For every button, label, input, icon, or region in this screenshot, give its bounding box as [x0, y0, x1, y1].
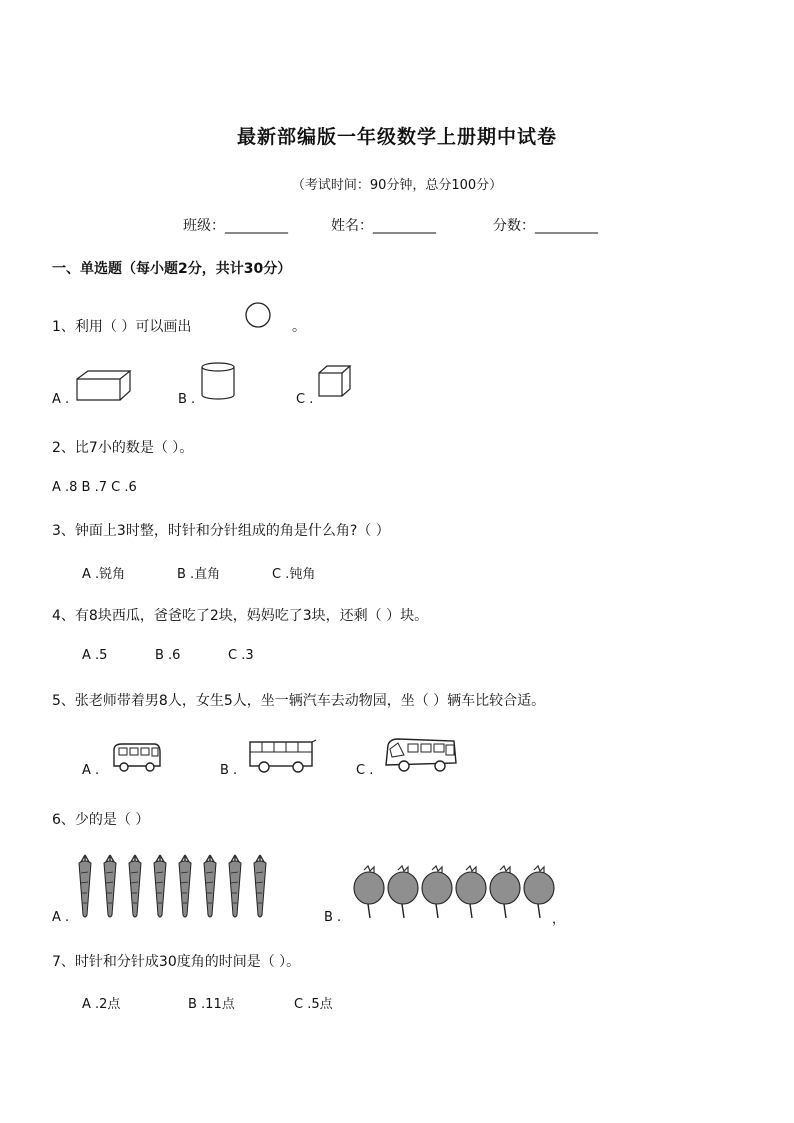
q5-option-b[interactable]: B .	[220, 763, 238, 778]
q4-stem: 4、有8块西瓜，爸爸吃了2块，妈妈吃了3块，还剩（ ）块。	[52, 608, 429, 624]
q2-stem: 2、比7小的数是（ ）。	[52, 440, 194, 456]
cylinder-icon	[200, 362, 236, 402]
coach-icon	[384, 737, 460, 775]
q3-option-a[interactable]: A .锐角	[82, 567, 126, 582]
cube-icon	[318, 365, 352, 399]
q1-stem: 1、利用（ ）可以画出	[52, 319, 192, 335]
q6-option-b[interactable]: B .	[324, 910, 342, 925]
score-field[interactable]: 分数：_________	[493, 218, 598, 234]
q6-stem: 6、少的是（ ）	[52, 812, 150, 828]
q7-option-c[interactable]: C .5点	[294, 997, 333, 1012]
q3-option-c[interactable]: C .钝角	[272, 567, 316, 582]
q3-option-b[interactable]: B .直角	[177, 567, 221, 582]
q1-stem-end: 。	[292, 319, 306, 335]
q5-stem: 5、张老师带着男8人，女生5人，坐一辆汽车去动物园，坐（ ）辆车比较合适。	[52, 693, 546, 709]
carrots-image	[76, 853, 276, 923]
q1-option-b[interactable]: B .	[178, 392, 196, 407]
q5-option-a[interactable]: A .	[82, 763, 100, 778]
bus-icon	[248, 738, 318, 774]
q7-option-a[interactable]: A .2点	[82, 997, 121, 1012]
q1-option-a[interactable]: A .	[52, 392, 70, 407]
q1-option-c[interactable]: C .	[296, 392, 314, 407]
minibus-icon	[110, 742, 162, 774]
q3-stem: 3、钟面上3时整，时针和分针组成的角是什么角?（ ）	[52, 523, 390, 539]
q6-option-a[interactable]: A .	[52, 910, 70, 925]
exam-subtitle: （考试时间：90分钟，总分100分）	[291, 178, 503, 193]
section-heading: 一、单选题（每小题2分，共计30分）	[52, 261, 292, 277]
q5-option-c[interactable]: C .	[356, 763, 374, 778]
q7-option-b[interactable]: B .11点	[188, 997, 235, 1012]
q4-option-a[interactable]: A .5	[82, 648, 108, 663]
cuboid-icon	[76, 369, 132, 403]
circle-figure	[244, 302, 274, 328]
class-field[interactable]: 班级：_________	[183, 218, 288, 234]
q4-option-c[interactable]: C .3	[228, 648, 254, 663]
q4-option-b[interactable]: B .6	[155, 648, 181, 663]
name-field[interactable]: 姓名：_________	[331, 218, 436, 234]
q7-stem: 7、时针和分针成30度角的时间是（ ）。	[52, 954, 301, 970]
page-title: 最新部编版一年级数学上册期中试卷	[236, 126, 557, 148]
q2-options[interactable]: A .8 B .7 C .6	[52, 480, 137, 495]
q6-trailing-mark: ，	[552, 912, 566, 927]
radishes-image	[352, 866, 564, 926]
